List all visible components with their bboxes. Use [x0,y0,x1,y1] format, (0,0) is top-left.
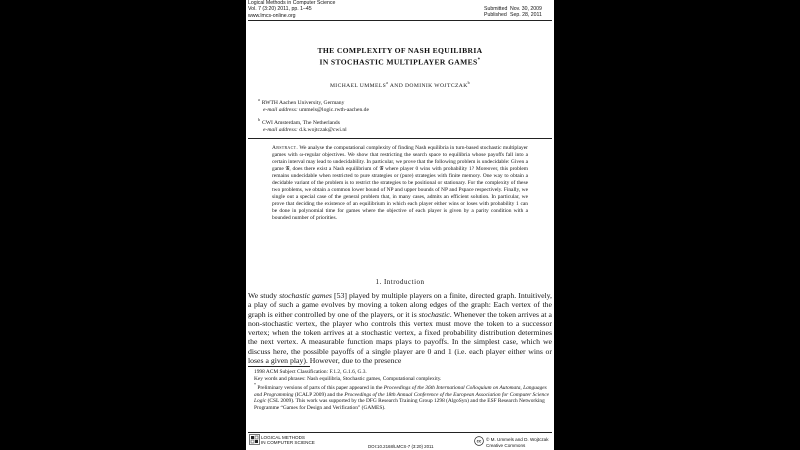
title-footnote-mark: * [477,58,481,63]
paper-title [246,46,554,68]
intro-emph-stochastic: stochastic [418,309,450,319]
footnote-keywords: Key words and phrases: Nash equilibria, Stochastic games, Computational complexity. [254,375,442,382]
lmcs-wordmark [261,435,315,445]
title-line-2: IN STOCHASTIC MULTIPLAYER GAMES [319,57,478,67]
email-address[interactable]: d.k.wojtczak@cwi.nl [299,127,347,134]
submitted-label: Submitted [484,6,508,12]
author-2-mark: b [467,80,471,85]
journal-name: Logical Methods in Computer Science [248,0,336,6]
lmcs-line-2: IN COMPUTER SCIENCE [261,440,315,445]
svg-text:cc: cc [476,438,482,444]
abstract-rule [248,138,552,139]
lmcs-logo-icon [249,434,260,445]
footnote-rule [248,366,310,367]
intro-emph-stochastic-games: stochastic games [279,291,332,300]
header-rule [248,20,552,21]
section-heading: 1. Introduction [375,278,425,286]
intro-text-2: [53] played by multiple players on a finite, directed graph. Intuitively, a play of such a game evolves by moving a token along edges of the graph: Each vertex of the graph is either controlled by one of the players, or it is [248,291,552,319]
journal-volume: Vol. 7 (3:20) 2011, pp. 1–45 [248,6,312,13]
authors [246,80,554,89]
creative-commons-icon [474,436,484,446]
published-date: Sep. 28, 2011 [510,12,542,19]
title-line-1: THE COMPLEXITY OF NASH EQUILIBRIA [317,46,483,55]
abstract-label: Abstract. [272,145,298,151]
email-address[interactable]: ummels@logic.rwth-aachen.de [299,107,369,114]
journal-header [248,0,335,19]
submission-dates [484,6,542,19]
footnotes [254,369,552,411]
published-label: Published [484,12,507,19]
author-1: MICHAEL UMMELS [329,82,387,89]
intro-text-3: . Whenever the token arrives at a non-stochastic vertex, the player who controls this vertex must move the token to a successor vertex; when the token arrives at a stochastic vertex, a fixed probability distribution determines the next vertex. A measurable function maps plays to payoffs. In the simplest case, which we discuss here, the possible payoffs of a single player are 0 and 1 (i.e. each player either wins or loses a given play). However, due to the presence [248,309,552,365]
affiliation-mark: a [258,97,260,102]
bottom-rule [248,432,552,433]
affiliation-mark: b [258,117,260,122]
footnote-acm: 1998 ACM Subject Classification: F.1.2, G.1.6, G.3. [254,369,367,375]
abstract-text: We analyse the computational complexity of finding Nash equilibria in turn-based stochastic multiplayer games with ω-regular objectives. We show that restricting the search space to equilibria whose payoffs fall into a certain interval may lead to undecidability. In particular, we prove that the following problem is undecidable: Given a game 𝒢, does there exist a Nash equilibrium of 𝒢 where player 0 wins with probability 1? Moreover, this problem remains undecidable when restricted to pure strategies or (pure) strategies with finite memory. One way to obtain a decidable variant of the problem is to restrict the strategies to be positional or stationary. For the complexity of these two problems, we obtain a common lower bound of NP and upper bounds of NP and Pspace respectively. Finally, we single out a special case of the general problem that, in many cases, admits an efficient solution. In particular, we prove that deciding the existence of an equilibrium in which each player either wins or loses with probability 1 can be done in polynomial time for games where the objective of each player is given by a parity condition with a bounded number of priorities. [272,145,528,221]
journal-url: www.lmcs-online.org [248,12,296,19]
copyright-holders: © M. Ummels and D. Wojtczak [486,437,549,442]
institution: RWTH Aachen University, Germany [261,100,345,106]
author-1-mark: a [386,80,389,85]
doi[interactable]: DOI:10.2168/LMCS-7 (3:20) 2011 [368,444,434,449]
lmcs-line-1: LOGICAL METHODS [261,435,305,440]
intro-paragraph [248,291,552,365]
intro-text-1: We study [248,291,277,300]
abstract [272,145,528,222]
email-label: e-mail address: [263,127,298,134]
paper-page [246,0,554,450]
submitted-date: Nov. 30, 2009 [510,6,542,12]
affiliation-b [258,116,347,135]
cc-label: Creative Commons [486,442,526,448]
institution: CWI Amsterdam, The Netherlands [262,120,340,126]
copyright-notice [486,437,549,448]
authors-joiner: AND DOMINIK WOJTCZAK [389,82,468,89]
email-label: e-mail address: [263,107,298,114]
footnote-preliminary: * Preliminary versions of parts of this paper appeared in the Proceedings of the 36th International Colloquium on Automata, Languages and Programming (ICALP 2009) and the Proceedings of the 18th Annual Conference of the European Association for Computer Science Logic (CSL 2009). This work was supported by the DFG Research Training Group 1298 (AlgoSyn) and the ESF Research Networking Programme “Games for Design and Verification” (GAMES). [254,382,549,411]
affiliation-a [258,96,369,115]
